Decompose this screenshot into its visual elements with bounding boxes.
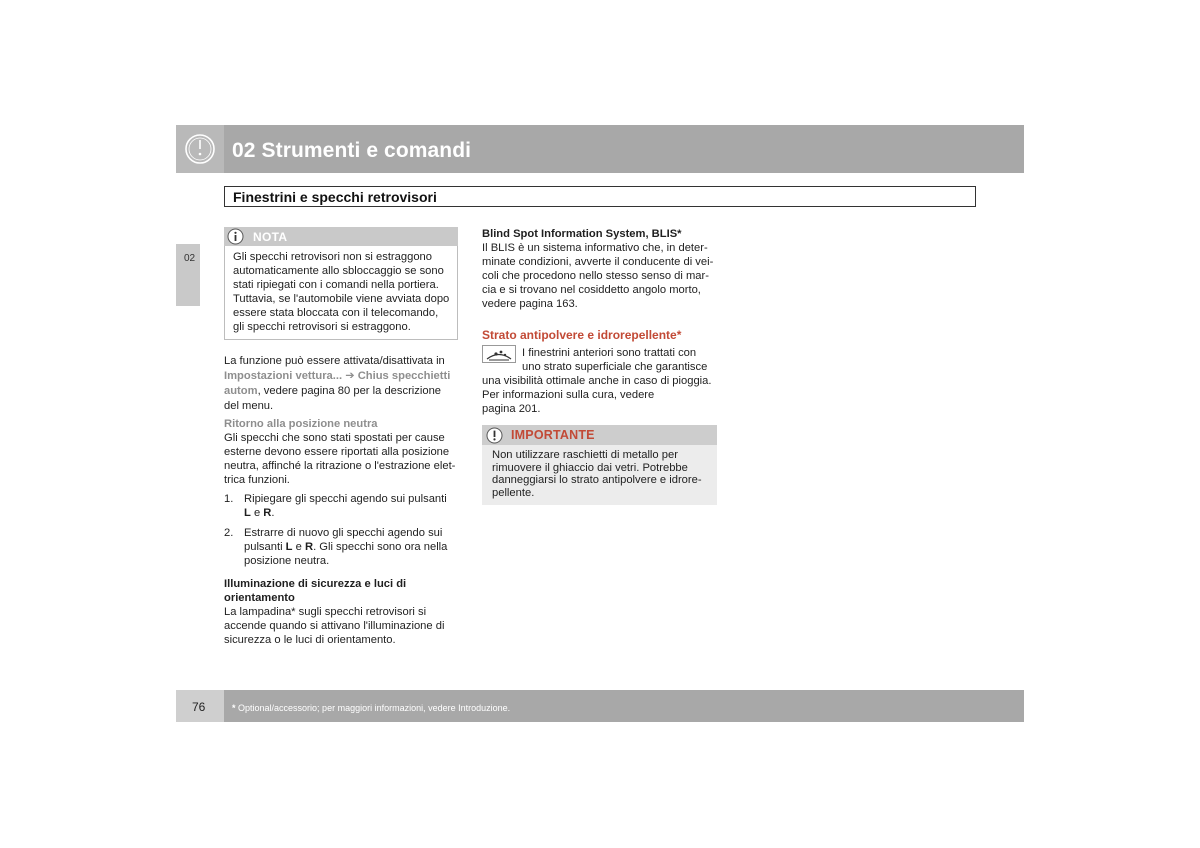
text-line: stati ripiegati con i comandi nella portiera. — [233, 279, 439, 291]
text-line: Ripiegare gli specchi agendo sui pulsanti — [244, 493, 447, 505]
important-paragraph — [492, 449, 712, 499]
text-line: accende quando si attivano l'illuminazione di — [224, 620, 445, 632]
chapter-icon-box — [176, 125, 224, 173]
text-line: La lampadina* sugli specchi retrovisori si — [224, 606, 427, 618]
heading-blis: Blind Spot Information System, BLIS* — [482, 228, 682, 240]
text-line: automaticamente allo sbloccaggio se sono — [233, 265, 444, 277]
button-label-l: L — [285, 541, 293, 553]
text-line: danneggiarsi lo strato antipolvere e idrore- — [492, 474, 702, 486]
info-icon — [227, 228, 244, 245]
gauge-icon — [176, 125, 224, 173]
text-line: Il BLIS è un sistema informativo che, in deter- — [482, 242, 708, 254]
text-line: pagina 201. — [482, 403, 541, 415]
step-2-number: 2. — [224, 527, 234, 539]
text-line: Per informazioni sulla cura, vedere — [482, 389, 655, 401]
text-line: orientamento — [224, 592, 295, 604]
text-line: minate condizioni, avverte il conducente di vei- — [482, 256, 714, 268]
text-line — [224, 384, 464, 399]
water-repellent-icon-box — [482, 345, 516, 363]
neutral-position-paragraph — [224, 431, 464, 487]
text-line: rimuovere il ghiaccio dai vetri. Potrebbe — [492, 461, 688, 474]
text-line: pellente. — [492, 486, 535, 499]
step-1-number: 1. — [224, 493, 234, 505]
menu-intro-paragraph — [224, 354, 464, 414]
footnote-star: * — [232, 703, 236, 713]
note-paragraph-2 — [233, 292, 455, 334]
text-line: coli che procedono nello stesso senso di mar- — [482, 270, 709, 282]
text-line: Estrarre di nuovo gli specchi agendo sui — [244, 527, 443, 539]
footnote-text: Optional/accessorio; per maggiori informazioni, vedere Introduzione. — [235, 703, 511, 713]
text-fragment: pulsanti — [244, 541, 286, 553]
text-line: La funzione può essere attivata/disattivata in — [224, 355, 445, 367]
button-label-l: L — [244, 507, 251, 519]
note-paragraph-1 — [233, 250, 455, 292]
menu-path-settings: Impostazioni vettura... — [224, 370, 343, 382]
text-line: vedere pagina 163. — [482, 298, 578, 310]
text-line: essere stata bloccata con il telecomando, — [233, 307, 439, 319]
text-fragment: . Gli specchi sono ora nella — [313, 541, 448, 553]
step-1-text — [244, 492, 464, 520]
text-line: Tuttavia, se l'automobile viene avviata dopo — [233, 293, 450, 305]
text-fragment: e — [292, 541, 305, 553]
text-line: del menu. — [224, 400, 274, 412]
text-line: una visibilità ottimale anche in caso di pioggia. — [482, 375, 712, 387]
text-line — [244, 506, 464, 520]
text-fragment: . — [271, 507, 275, 519]
water-repellent-icon — [483, 346, 515, 362]
text-line: esterne devono essere riportati alla posizione — [224, 446, 450, 458]
water-repellent-text-top — [522, 346, 722, 374]
text-line: cia e si trovano nel cosiddetto angolo morto, — [482, 284, 701, 296]
heading-water-repellent: Strato antipolvere e idrorepellente* — [482, 328, 682, 342]
text-line: I finestrini anteriori sono trattati con — [522, 347, 697, 359]
text-fragment: , vedere pagina 80 per la descrizione — [257, 385, 442, 397]
note-label: NOTA — [253, 230, 288, 244]
menu-path-mirrors: Chius specchietti — [357, 370, 451, 382]
text-line: neutra, affinché la ritrazione o l'estrazione elet- — [224, 460, 456, 472]
step-2-text — [244, 526, 464, 568]
section-title: Finestrini e specchi retrovisori — [233, 189, 437, 205]
chapter-side-tab-label: 02 — [184, 253, 196, 264]
heading-safety-lighting — [224, 577, 464, 605]
text-line: Gli specchi retrovisori non si estraggono — [233, 251, 432, 263]
chapter-title: 02 Strumenti e comandi — [232, 139, 472, 162]
page-number: 76 — [192, 700, 206, 714]
footnote — [232, 703, 510, 713]
arrow-icon: ➔ — [345, 370, 355, 382]
button-label-r: R — [263, 507, 272, 519]
button-label-r: R — [304, 541, 314, 553]
water-repellent-text-bottom — [482, 374, 722, 416]
subheading-neutral-position: Ritorno alla posizione neutra — [224, 418, 378, 430]
important-label: IMPORTANTE — [511, 428, 595, 442]
text-fragment: e — [250, 507, 264, 519]
text-line: Gli specchi che sono stati spostati per cause — [224, 432, 445, 444]
text-line: uno strato superficiale che garantisce — [522, 361, 708, 373]
text-line: posizione neutra. — [244, 555, 330, 567]
text-line — [224, 369, 464, 384]
text-line: sicurezza o le luci di orientamento. — [224, 634, 396, 646]
blis-paragraph — [482, 241, 722, 311]
warning-icon — [486, 427, 503, 444]
text-line: Non utilizzare raschietti di metallo per — [492, 449, 678, 461]
menu-path-autom: autom — [224, 385, 258, 397]
safety-lighting-paragraph — [224, 605, 464, 647]
text-line: gli specchi retrovisori si estraggono. — [233, 321, 411, 333]
text-line — [244, 540, 464, 554]
text-line: trica funzioni. — [224, 474, 290, 486]
text-line: Illuminazione di sicurezza e luci di — [224, 578, 407, 590]
